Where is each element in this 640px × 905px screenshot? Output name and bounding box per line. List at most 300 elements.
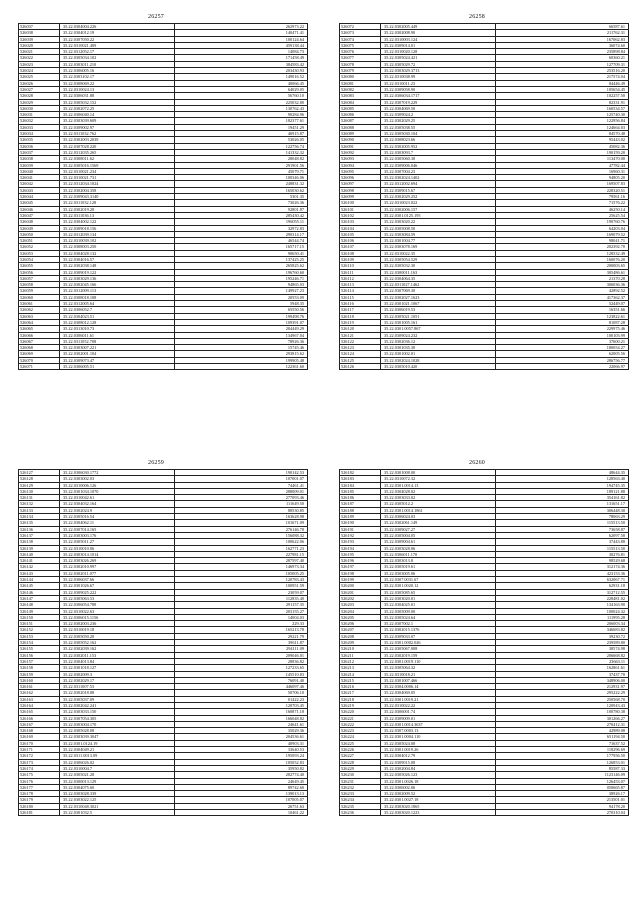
amount-cell: 145510.83 [175,671,308,677]
code-cell: 35.22.0303011.210 [60,61,175,67]
code-cell: 35.22.0304013.84 [60,658,175,664]
row-number-cell: 526023 [19,61,60,67]
code-cell: 35.22.0301008.00 [381,470,496,476]
amount-cell: 78063.29 [496,514,629,520]
row-number-cell: 526084 [340,99,381,105]
amount-cell: 294111.09 [175,646,308,652]
row-number-cell: 526028 [19,93,60,99]
amount-cell: 291157.35 [175,602,308,608]
amount-cell: 277093.46 [175,495,308,501]
row-number-cell: 526218 [340,696,381,702]
amount-cell: 417362.37 [496,294,629,300]
code-cell: 35.22.0302005.449 [381,24,496,30]
amount-cell: 293815.62 [175,351,308,357]
amount-cell: 56760.10 [175,93,308,99]
row-number-cell: 526058 [19,282,60,288]
code-cell: 35.22.0302029.25 [381,118,496,124]
row-number-cell: 526078 [340,61,381,67]
amount-cell: 20553.09 [175,294,308,300]
amount-cell: 134967.04 [175,332,308,338]
amount-cell: 01422.23 [175,696,308,702]
row-number-cell: 526110 [340,263,381,269]
row-number-cell: 526216 [340,684,381,690]
code-cell: 35.22.0309006.046 [381,162,496,168]
row-number-cell: 526062 [19,307,60,313]
row-number-cell: 526124 [340,351,381,357]
code-cell: 35.22.0301.0014.3637 [381,721,496,727]
amount-cell: 71637.52 [496,740,629,746]
code-cell: 35.22.0300013.129 [60,778,175,784]
code-cell: 35.22.0303102.17 [60,74,175,80]
amount-cell: 128563.40 [496,476,629,482]
row-number-cell: 526063 [19,313,60,319]
amount-cell: 60360.21 [496,55,629,61]
code-cell: 35.22.0310004.7 [60,765,175,771]
code-cell: 35.22.0302042.241 [60,702,175,708]
amount-cell: 262973.22 [175,24,308,30]
row-number-cell: 526154 [19,640,60,646]
row-number-cell: 526116 [340,301,381,307]
code-cell: 35.22.0309014.01 [381,42,496,48]
amount-cell: 160076.20 [496,256,629,262]
amount-cell: 37443.88 [496,539,629,545]
amount-cell: 64203.04 [496,225,629,231]
row-number-cell: 526066 [19,332,60,338]
amount-cell: 200003.65 [496,263,629,269]
amount-cell: 37437.78 [496,671,629,677]
row-number-cell: 526151 [19,621,60,627]
amount-cell: 100103.99 [496,332,629,338]
code-cell: 35.22.0309018.156 [60,225,175,231]
data-table [339,469,629,816]
row-number-cell: 526094 [340,162,381,168]
row-number-cell: 526227 [340,753,381,759]
code-cell: 35.22.0302024.9 [60,507,175,513]
row-number-cell: 526208 [340,633,381,639]
amount-cell: 105005.25 [175,570,308,576]
amount-cell: 160534.57 [496,105,629,111]
row-number-cell: 526120 [340,326,381,332]
amount-cell: 162861.61 [496,665,629,671]
amount-cell: 38574.98 [496,646,629,652]
code-cell: 35.22.0309024.232 [381,332,496,338]
amount-cell: 124664.03 [496,124,629,130]
code-cell: 35.22.0305064.32 [381,665,496,671]
amount-cell: 101671.09 [175,520,308,526]
code-cell: 35.22.0303020.1223 [381,810,496,816]
row-number-cell: 526229 [340,765,381,771]
amount-cell: 40066.45 [175,80,308,86]
row-number-cell: 526197 [340,564,381,570]
amount-cell: 89742.60 [175,784,308,790]
amount-cell: 228320.51 [496,187,629,193]
row-number-cell: 526178 [19,791,60,797]
code-cell: 35.22.0302015.1376 [381,627,496,633]
code-cell: 35.22.0305038.55 [381,124,496,130]
code-cell: 35.22.0305032.152 [60,99,175,105]
row-number-cell: 526180 [19,803,60,809]
amount-cell: 46250.14 [496,206,629,212]
row-number-cell: 526230 [340,772,381,778]
row-number-cell: 526026 [19,80,60,86]
amount-cell: 125740.30 [496,112,629,118]
code-cell: 35.22.0310072.32 [381,476,496,482]
amount-cell: 126853.01 [496,759,629,765]
code-cell: 35.22.0301.0020.12 [381,583,496,589]
amount-cell: 5301.35 [175,194,308,200]
code-cell: 35.22.0306005.16 [60,68,175,74]
amount-cell: 306448.30 [496,507,629,513]
row-number-cell: 526182 [340,470,381,476]
row-number-cell: 526117 [340,307,381,313]
amount-cell: 211762.31 [496,30,629,36]
amount-cell: 165030.62 [175,187,308,193]
row-number-cell: 526134 [19,514,60,520]
code-cell: 35.22.0308011.62 [60,156,175,162]
code-cell: 35.22.0303002.03 [60,476,175,482]
row-number-cell: 526022 [19,55,60,61]
code-cell: 35.22.0303004.170 [60,721,175,727]
amount-cell: 73026.36 [175,200,308,206]
code-cell: 35.22.0304032.164 [60,501,175,507]
code-cell: 35.22.0303020.1865 [381,803,496,809]
code-cell: 35.22.0302008.90 [381,30,496,36]
amount-cell: 90284.96 [175,112,308,118]
code-cell: 35.22.0303028.339 [60,791,175,797]
row-number-cell: 526080 [340,74,381,80]
row-number-cell: 526045 [19,200,60,206]
row-number-cell: 526206 [340,621,381,627]
code-cell: 35.22.0310010.06 [60,545,175,551]
row-number-cell: 526191 [340,526,381,532]
amount-cell: 195093.24 [175,753,308,759]
row-number-cell: 526112 [340,275,381,281]
code-cell: 35.22.0305009.00 [381,608,496,614]
amount-cell: 109391.07 [175,319,308,325]
row-number-cell: 526092 [340,149,381,155]
row-number-cell: 526204 [340,608,381,614]
code-cell: 35.22.0302003.236 [60,621,175,627]
code-cell: 35.22.0304.0006.14 [381,684,496,690]
code-cell: 35.22.0310021.234 [60,168,175,174]
row-number-cell: 526187 [340,501,381,507]
amount-cell: 190760.76 [496,219,629,225]
row-number-cell: 526131 [19,495,60,501]
code-cell: 35.22.0305054.529 [381,256,496,262]
amount-cell: 48644.35 [496,470,629,476]
code-cell: 35.22.0305004.05 [381,532,496,538]
code-cell: 35.22.0301018.127 [60,665,175,671]
row-number-cell: 526108 [340,250,381,256]
panel-26257 [18,14,304,370]
code-cell: 35.22.0302018.08 [60,690,175,696]
code-cell: 35.22.0302019.28 [60,206,175,212]
data-table [339,23,629,370]
row-number-cell: 526115 [340,294,381,300]
amount-cell: 270310.04 [496,810,629,816]
code-cell: 35.22.0312034.1024 [60,181,175,187]
code-cell: 35.22.0305029.72 [381,61,496,67]
amount-cell: 166048.82 [175,715,308,721]
row-number-cell: 526075 [340,42,381,48]
amount-cell: 288009.01 [175,488,308,494]
code-cell: 35.22.0304016.57 [60,256,175,262]
code-cell: 35.22.0302009.3 [60,671,175,677]
amount-cell: 52449.07 [496,301,629,307]
code-cell: 35.22.0310039.102 [60,238,175,244]
panel-26260 [339,460,625,816]
row-number-cell: 526177 [19,784,60,790]
amount-cell: 239589.80 [496,640,629,646]
amount-cell: 122956.84 [496,118,629,124]
code-cell: 35.22.0311027.1462 [381,282,496,288]
row-number-cell: 526113 [340,282,381,288]
row-number-cell: 526145 [19,583,60,589]
row-number-cell: 526153 [19,633,60,639]
row-number-cell: 526032 [19,118,60,124]
amount-cell: 95443.02 [496,137,629,143]
row-number-cell: 526165 [19,709,60,715]
row-number-cell: 526155 [19,646,60,652]
code-cell: 35.22.0305024.421 [381,55,496,61]
amount-cell: 98041.71 [496,238,629,244]
code-cell: 35.22.0308069.22 [60,80,175,86]
amount-cell: 250568.70 [496,696,629,702]
row-number-cell: 526212 [340,658,381,664]
amount-cell: 100622.06 [175,539,308,545]
amount-cell: 45082.36 [496,143,629,149]
amount-cell: 23663.11 [496,658,629,664]
amount-cell: 348906.00 [496,677,629,683]
code-cell: 35.22.0302003.2039 [60,137,175,143]
code-cell: 35.22.0302038.148 [60,263,175,269]
row-number-cell: 526095 [340,168,381,174]
amount-cell: 42892.52 [496,288,629,294]
code-cell: 35.22.0305010.420 [381,364,496,370]
row-number-cell: 526044 [19,194,60,200]
row-number-cell: 526193 [340,539,381,545]
amount-cell: 102257.50 [496,93,629,99]
code-cell: 35.22.0311032.128 [60,200,175,206]
amount-cell: 62097.58 [496,532,629,538]
row-number-cell: 526077 [340,55,381,61]
code-cell: 35.22.0307028.220 [60,143,175,149]
row-number-cell: 526076 [340,49,381,55]
row-number-cell: 526223 [340,728,381,734]
amount-cell: 209046.01 [175,652,308,658]
amount-cell: 632067.71 [496,577,629,583]
amount-cell: 94178.20 [496,803,629,809]
amount-cell: 202392.70 [496,244,629,250]
row-number-cell: 526038 [19,30,60,36]
amount-cell: 195246.71 [175,275,308,281]
amount-cell: 199905.48 [175,357,308,363]
row-number-cell: 526039 [19,36,60,42]
amount-cell: 127709.31 [496,61,629,67]
code-cell: 35.22.0303093.7 [381,149,496,155]
row-number-cell: 526141 [19,558,60,564]
amount-cell: 107001.07 [175,476,308,482]
code-cell: 35.22.0302029.17 [60,677,175,683]
row-number-cell: 526158 [19,665,60,671]
row-number-cell: 526184 [340,482,381,488]
row-number-cell: 526190 [340,520,381,526]
row-number-cell: 526093 [340,156,381,162]
code-cell: 35.22.0310021.409 [60,42,175,48]
amount-cell: 163628.98 [175,514,308,520]
row-number-cell: 526137 [19,532,60,538]
row-number-cell: 526185 [340,488,381,494]
amount-cell: 5948.35 [175,301,308,307]
code-cell: 35.22.0312039.134 [60,231,175,237]
code-cell: 35.22.0310019.18 [60,627,175,633]
amount-cell: 050665.87 [496,784,629,790]
code-cell: 35.22.0304004.226 [60,24,175,30]
row-number-cell: 526198 [340,570,381,576]
code-cell: 35.22.0302061.149 [381,520,496,526]
amount-cell: 100124.64 [175,36,308,42]
code-cell: 35.22.0310018.21 [381,671,496,677]
amount-cell: 100951.59 [175,583,308,589]
row-number-cell: 526166 [19,715,60,721]
code-cell: 35.22.0301.0004.110 [381,734,496,740]
code-cell: 35.22.0305021.28 [60,772,175,778]
amount-cell: 384583.42 [175,61,308,67]
code-cell: 35.22.0305008.50 [381,225,496,231]
code-cell: 35.22.0310048.3021 [60,803,175,809]
row-number-cell: 526140 [19,551,60,557]
amount-cell: 120703.45 [175,702,308,708]
amount-cell: 112835.40 [175,595,308,601]
row-number-cell: 526136 [19,526,60,532]
row-number-cell: 526172 [19,753,60,759]
row-number-cell: 526195 [340,551,381,557]
amount-cell: 235898.84 [496,49,629,55]
code-cell: 35.22.0301.0002.026 [381,640,496,646]
amount-cell: 73658.87 [496,526,629,532]
code-cell: 35.22.0312005.64 [60,301,175,307]
code-cell: 35.22.0301007.466 [381,677,496,683]
row-number-cell: 526089 [340,131,381,137]
code-cell: 35.22.0302010.997 [60,564,175,570]
code-cell: 35.22.0310042.61 [60,495,175,501]
row-number-cell: 526041 [19,175,60,181]
amount-cell: 64029.05 [175,86,308,92]
amount-cell: 199498.76 [175,313,308,319]
code-cell: 35.22.0305024.08 [381,740,496,746]
row-number-cell: 526126 [340,364,381,370]
row-number-cell: 526233 [340,791,381,797]
row-number-cell: 526056 [19,269,60,275]
row-number-cell: 526161 [19,684,60,690]
panel-title: 26257 [148,14,164,20]
row-number-cell: 526205 [340,614,381,620]
amount-cell: 120943.43 [496,702,629,708]
row-number-cell: 526059 [19,288,60,294]
code-cell: 35.22.0307019.229 [381,99,496,105]
amount-cell: 346683.82 [496,627,629,633]
amount-cell: 22066.97 [496,364,629,370]
code-cell: 35.22.0302036.12 [381,338,496,344]
amount-cell: 47782.44 [496,162,629,168]
row-number-cell: 526083 [340,93,381,99]
row-number-cell: 526228 [340,759,381,765]
code-cell: 35.22.0306026.02 [60,759,175,765]
row-number-cell: 526176 [19,778,60,784]
table-row [19,810,308,816]
code-cell: 35.22.0303078.169 [381,244,496,250]
row-number-cell: 526215 [340,677,381,683]
code-cell: 35.22.0305028.08 [60,728,175,734]
row-number-cell: 526164 [19,702,60,708]
code-cell: 35.22.0302019.159 [381,652,496,658]
row-number-cell: 526236 [340,810,381,816]
row-number-cell: 526086 [340,112,381,118]
row-number-cell: 526100 [340,200,381,206]
code-cell: 35.22.0305024.64 [381,614,496,620]
row-number-cell: 526074 [340,36,381,42]
row-number-cell: 526114 [340,288,381,294]
row-number-cell: 526065 [19,326,60,332]
row-number-cell: 526139 [19,545,60,551]
amount-cell: 78926.36 [175,338,308,344]
amount-cell: 35950.82 [175,765,308,771]
amount-cell: 118296.69 [496,747,629,753]
code-cell: 35.22.0304049.21 [60,747,175,753]
amount-cell: 149927.23 [175,288,308,294]
code-cell: 35.22.0310022.63 [60,608,175,614]
row-number-cell: 526051 [19,238,60,244]
code-cell: 35.22.0302004.84 [381,765,496,771]
code-cell: 35.22.0302045.166 [60,282,175,288]
code-cell: 35.22.0306005.51 [60,364,175,370]
row-number-cell: 526232 [340,784,381,790]
amount-cell: 19451.29 [175,124,308,130]
code-cell: 35.22.0303029.3713 [381,68,496,74]
amount-cell: 24649.45 [175,778,308,784]
amount-cell: 189121.88 [496,488,629,494]
code-cell: 35.22.0303013.8 [381,558,496,564]
row-number-cell: 526157 [19,658,60,664]
row-number-cell: 526027 [19,86,60,92]
row-number-cell: 526175 [19,772,60,778]
amount-cell: 16351.66 [496,307,629,313]
code-cell: 35.22.0301034.1070 [60,488,175,494]
code-cell: 35.22.0304069.05 [381,690,496,696]
row-number-cell: 526052 [19,244,60,250]
amount-cell: 291901.56 [175,162,308,168]
amount-cell: 85587.33 [496,765,629,771]
code-cell: 35.22.0305016.54 [60,514,175,520]
amount-cell: 146973.34 [175,564,308,570]
code-cell: 35.22.0303084.59 [381,231,496,237]
code-cell: 35.22.0302029.252 [381,194,496,200]
row-number-cell: 526149 [19,608,60,614]
amount-cell: 177956.50 [496,753,629,759]
code-cell: 35.22.0310003.124 [381,36,496,42]
amount-cell: 90650.41 [175,250,308,256]
code-cell: 35.22.0309015.08 [381,759,496,765]
code-cell: 35.22.0300011.163 [381,269,496,275]
amount-cell: 180054.27 [496,345,629,351]
code-cell: 35.22.0310011.23 [381,80,496,86]
amount-cell: 446097.46 [175,684,308,690]
code-cell: 35.22.0306034.1717 [381,93,496,99]
code-cell: 35.22.0302009.52 [381,791,496,797]
row-number-cell: 526098 [340,187,381,193]
row-number-cell: 526040 [19,168,60,174]
amount-cell: 354161.82 [496,495,629,501]
